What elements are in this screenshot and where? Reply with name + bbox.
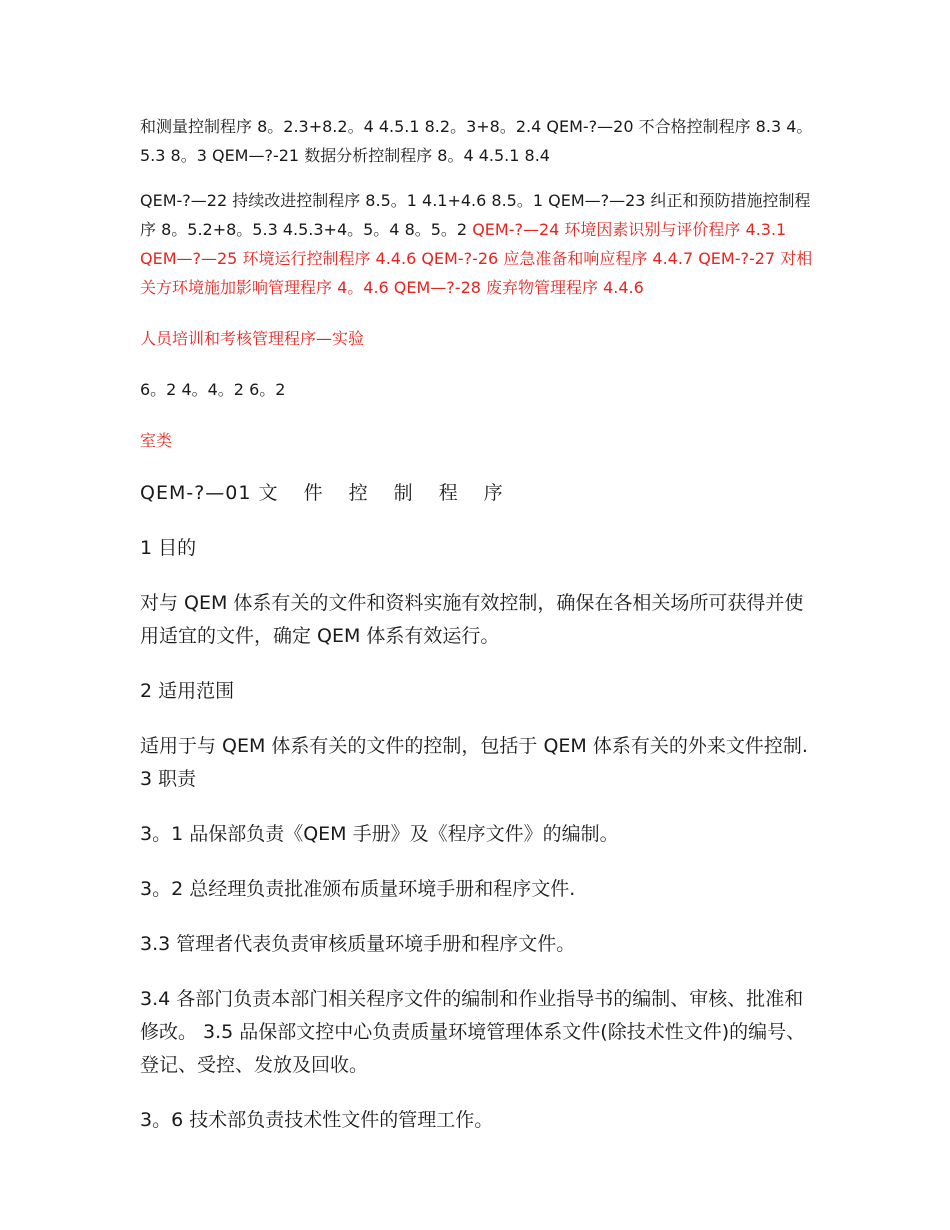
training-procedure-label: 人员培训和考核管理程序—实验 — [140, 329, 365, 348]
lab-category-label: 室类 — [140, 431, 173, 450]
procedure-list-text: QEM-?—22 持续改进控制程序 8.5。1 4.1+4.6 8.5。1 QEM—?—23 纠正和预防措施控制程序 8。5.2+8。5.3 4.5.3+4。5。4 8。5。2 — [140, 191, 811, 239]
section-2-heading: 2 适用范围 — [140, 680, 235, 702]
procedure-list-red-text: QEM-?—24 环境因素识别与评价程序 4.3.1 QEM—?—25 环境运行控制程序 4.4.6 QEM-?-26 应急准备和响应程序 4.4.7 QEM-?-27 对相关方环境施加影响管理程序 4。4.6 QEM—?-28 废弃物管理程序 4.4.6 — [140, 220, 813, 297]
procedure-list-section — [140, 112, 820, 455]
document-title — [140, 477, 820, 510]
section-2-body: 适用于与 QEM 体系有关的文件的控制，包括于 QEM 体系有关的外来文件控制. 3 职责 — [140, 735, 808, 790]
responsibility-item-3-6: 3。6 技术部负责技术性文件的管理工作。 — [140, 1109, 494, 1131]
procedure-list-paragraph-2 — [140, 186, 820, 302]
procedure-list-paragraph-1: 和测量控制程序 8。2.3+8.2。4 4.5.1 8.2。3+8。2.4 QEM-?—20 不合格控制程序 8.3 4。5.3 8。3 QEM—?-21 数据分析控制程序 8。4 4.5.1 8.4 — [140, 117, 813, 165]
responsibility-item-3-4: 3.4 各部门负责本部门相关程序文件的编制和作业指导书的编制、审核、批准和修改。 3.5 品保部文控中心负责质量环境管理体系文件(除技术性文件)的编号、登记、受控、发放及回收。 — [140, 988, 806, 1076]
clause-reference: 6。2 4。4。2 6。2 — [140, 380, 286, 399]
responsibility-item-3-3: 3.3 管理者代表负责审核质量环境手册和程序文件。 — [140, 933, 576, 955]
responsibility-item-3-2: 3。2 总经理负责批准颁布质量环境手册和程序文件. — [140, 878, 576, 900]
section-1-heading: 1 目的 — [140, 537, 197, 559]
section-1-body: 对与 QEM 体系有关的文件和资料实施有效控制，确保在各相关场所可获得并使用适宜的文件，确定 QEM 体系有效运行。 — [140, 592, 804, 647]
responsibility-item-3-1: 3。1 品保部负责《QEM 手册》及《程序文件》的编制。 — [140, 823, 619, 845]
document-page — [140, 112, 820, 1137]
document-code: QEM-?—01 — [140, 482, 252, 504]
document-title-text: 文 件 控 制 程 序 — [258, 482, 513, 504]
